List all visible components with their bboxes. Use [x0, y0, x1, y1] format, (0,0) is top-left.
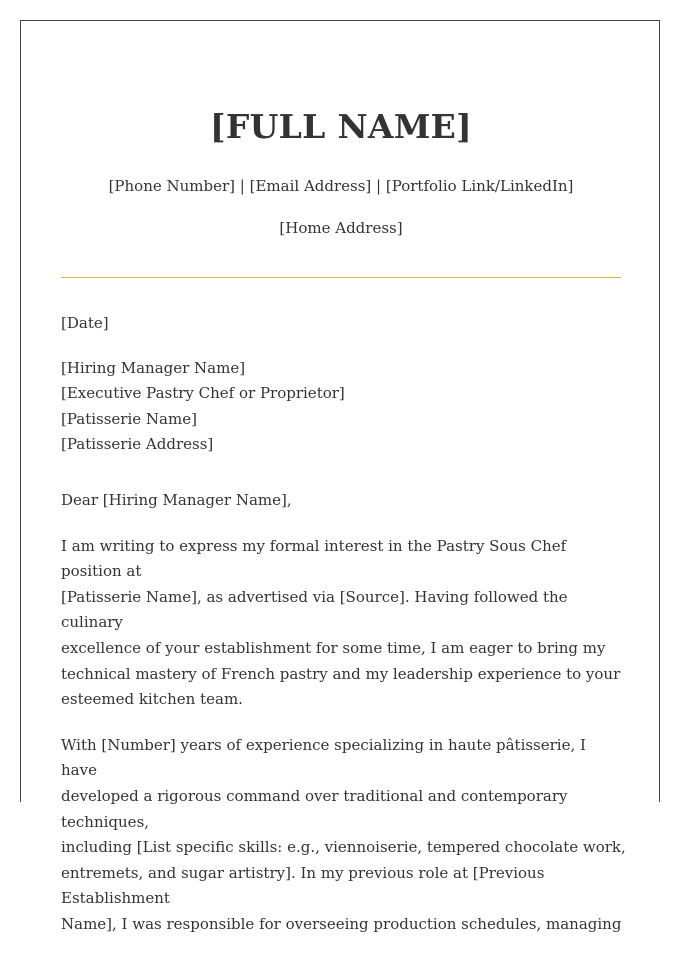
paragraph-line: excellence of your establishment for some time, I am eager to bring my	[61, 638, 606, 657]
paragraph-line: developed a rigorous command over traditional and contemporary techniques,	[61, 786, 568, 831]
recipient-block	[61, 356, 626, 458]
paragraph-experience	[61, 733, 626, 938]
recipient-line: [Hiring Manager Name]	[61, 358, 246, 377]
paragraph-line: entremets, and sugar artistry]. In my previous role at [Previous Establishment	[61, 863, 545, 908]
contact-line: [Phone Number] | [Email Address] | [Portfolio Link/LinkedIn]	[108, 177, 574, 195]
recipient-line: [Patisserie Address]	[61, 435, 214, 454]
recipient-line: [Executive Pastry Chef or Proprietor]	[61, 384, 345, 403]
paragraph-line: esteemed kitchen team.	[61, 690, 243, 709]
recipient-line: [Patisserie Name]	[61, 409, 197, 428]
home-address: [Home Address]	[279, 219, 403, 237]
letter-page	[20, 20, 660, 933]
letter-date: [Date]	[61, 314, 109, 332]
paragraph-line: With [Number] years of experience specializing in haute pâtisserie, I have	[61, 735, 586, 780]
full-name-heading: [FULL NAME]	[209, 107, 473, 146]
letter-body	[61, 311, 626, 957]
paragraph-intro	[61, 534, 626, 713]
salutation: Dear [Hiring Manager Name],	[61, 490, 292, 509]
paragraph-line: technical mastery of French pastry and my leadership experience to your	[61, 664, 621, 683]
paragraph-line: [Patisserie Name], as advertised via [Source]. Having followed the culinary	[61, 587, 568, 632]
paragraph-line: Name], I was responsible for overseeing production schedules, managing	[61, 914, 622, 933]
paragraph-line: including [List specific skills: e.g., viennoiserie, tempered chocolate work,	[61, 838, 626, 857]
header-divider	[61, 277, 621, 278]
paragraph-line: I am writing to express my formal interest in the Pastry Sous Chef position at	[61, 536, 567, 581]
